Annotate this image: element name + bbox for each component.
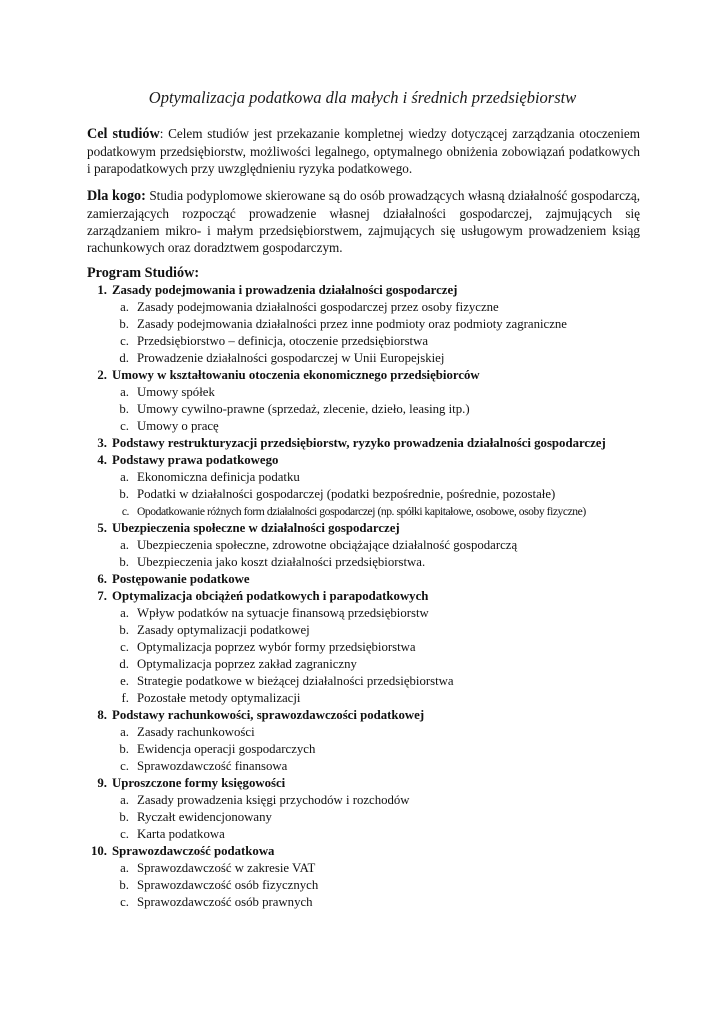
program-subitem-letter: a. (120, 538, 129, 552)
program-item-number: 7. (97, 589, 107, 603)
program-item-number: 9. (97, 776, 107, 790)
program-subitem-letter: b. (119, 878, 129, 892)
program-subitem-text: Zasady podejmowania działalności gospodarczej przez osoby fizyczne (137, 300, 499, 314)
program-subitem-letter: e. (120, 674, 129, 688)
program-item (87, 707, 647, 775)
program-subitem (112, 605, 647, 622)
program-item-title: Ubezpieczenia społeczne w działalności gospodarczej (112, 521, 400, 535)
program-subitem-text: Ekonomiczna definicja podatku (137, 470, 300, 484)
program-subitem (112, 792, 647, 809)
program-subitem-letter: b. (119, 402, 129, 416)
program-item (87, 452, 647, 520)
program-subitem (112, 877, 647, 894)
program-subitem-text: Zasady rachunkowości (137, 725, 255, 739)
program-subitem-text: Opodatkowanie różnych form działalności gospodarczej (np. spółki kapitałowe, osobowe, osoby fizyczne) (137, 505, 586, 518)
program-sublist (112, 299, 647, 367)
program-subitem-text: Podatki w działalności gospodarczej (podatki bezpośrednie, pośrednie, pozostałe) (137, 487, 556, 501)
program-subitem-text: Zasady prowadzenia księgi przychodów i rozchodów (137, 793, 410, 807)
program-item (87, 282, 647, 367)
program-subitem (112, 860, 647, 877)
program-subitem-text: Zasady podejmowania działalności przez inne podmioty oraz podmioty zagraniczne (137, 317, 567, 331)
program-subitem-letter: c. (120, 759, 129, 773)
program-subitem (112, 384, 647, 401)
program-subitem (112, 537, 647, 554)
program-item-title: Uproszczone formy księgowości (112, 776, 286, 790)
program-item-title: Umowy w kształtowaniu otoczenia ekonomicznego przedsiębiorców (112, 368, 480, 382)
program-subitem (112, 401, 647, 418)
program-item-number: 10. (91, 844, 107, 858)
program-subitem-text: Ryczałt ewidencjonowany (137, 810, 272, 824)
program-subitem-letter: b. (119, 742, 129, 756)
program-subitem (112, 622, 647, 639)
program-item (87, 588, 647, 707)
program-subitem (112, 656, 647, 673)
program-subitem-letter: a. (120, 861, 129, 875)
program-subitem (112, 418, 647, 435)
program-subitem (112, 741, 647, 758)
program-subitem-letter: a. (120, 725, 129, 739)
study-goal-text: : Celem studiów jest przekazanie kompletnej wiedzy dotyczącej zarządzania otoczeniem podatkowym przedsiębiorstw, możliwości legalnego, optymalnego obniżenia zobowiązań podatkowych i parapodatkowych przy uwzględnieniu ryzyka podatkowego. (87, 126, 640, 176)
program-subitem (112, 316, 647, 333)
program-item-number: 4. (97, 453, 107, 467)
program-subitem-text: Umowy o pracę (137, 419, 219, 433)
program-item-number: 2. (97, 368, 107, 382)
program-subitem-letter: b. (119, 555, 129, 569)
program-subitem-text: Sprawozdawczość w zakresie VAT (137, 861, 316, 875)
program-item-title: Optymalizacja obciążeń podatkowych i parapodatkowych (112, 589, 429, 603)
program-subitem-letter: c. (120, 419, 129, 433)
program-subitem-text: Zasady optymalizacji podatkowej (137, 623, 310, 637)
program-item (87, 775, 647, 843)
program-subitem (112, 503, 647, 520)
program-subitem-letter: a. (120, 470, 129, 484)
program-subitem-text: Pozostałe metody optymalizacji (137, 691, 301, 705)
target-audience-paragraph (87, 187, 640, 256)
program-subitem-text: Sprawozdawczość osób prawnych (137, 895, 313, 909)
program-item-title: Podstawy rachunkowości, sprawozdawczości podatkowej (112, 708, 425, 722)
program-subitem-letter: c. (121, 505, 129, 518)
program-sublist (112, 792, 647, 843)
program-item-number: 6. (97, 572, 107, 586)
program-subitem-text: Ewidencja operacji gospodarczych (137, 742, 316, 756)
program-item (87, 367, 647, 435)
program-subitem-text: Ubezpieczenia jako koszt działalności przedsiębiorstwa. (137, 555, 426, 569)
study-goal-label: Cel studiów (87, 126, 160, 142)
program-item-title: Podstawy restrukturyzacji przedsiębiorstw, ryzyko prowadzenia działalności gospodarczej (112, 436, 606, 450)
program-subitem-text: Optymalizacja poprzez wybór formy przedsiębiorstwa (137, 640, 416, 654)
program-subitem-letter: a. (120, 300, 129, 314)
program-sublist (112, 469, 647, 520)
program-subitem-letter: d. (119, 351, 129, 365)
target-audience-label: Dla kogo: (87, 188, 146, 204)
program-list (87, 282, 647, 911)
program-subitem (112, 299, 647, 316)
target-audience-text: Studia podyplomowe skierowane są do osób prowadzących własną działalność gospodarczą, zamierzających rozpocząć prowadzenie własnej działalności gospodarczej, zajmujących się zarządzaniem mikro- i małym przedsiębiorstwem, zajmujących się usługowym prowadzeniem ksiąg rachunkowych oraz doradztwem gospodarczym. (87, 188, 640, 255)
program-item-number: 1. (97, 283, 107, 297)
program-subitem-letter: a. (120, 606, 129, 620)
program-sublist (112, 724, 647, 775)
program-item (87, 843, 647, 911)
program-item-title: Podstawy prawa podatkowego (112, 453, 279, 467)
program-subitem-text: Wpływ podatków na sytuacje finansową przedsiębiorstw (137, 606, 429, 620)
program-item-title: Zasady podejmowania i prowadzenia działalności gospodarczej (112, 283, 458, 297)
program-subitem (112, 724, 647, 741)
program-subitem-text: Umowy cywilno-prawne (sprzedaż, zlecenie, dzieło, leasing itp.) (137, 402, 470, 416)
program-subitem (112, 809, 647, 826)
program-subitem-text: Sprawozdawczość osób fizycznych (137, 878, 319, 892)
program-subitem-letter: c. (120, 640, 129, 654)
program-subitem-text: Umowy spółek (137, 385, 215, 399)
document-title: Optymalizacja podatkowa dla małych i średnich przedsiębiorstw (148, 88, 577, 107)
program-subitem-text: Karta podatkowa (137, 827, 225, 841)
program-sublist (112, 537, 647, 571)
program-subitem (112, 673, 647, 690)
program-subitem-letter: b. (119, 487, 129, 501)
program-subitem (112, 469, 647, 486)
program-subitem-letter: c. (120, 334, 129, 348)
program-subitem (112, 894, 647, 911)
program-item (87, 520, 647, 571)
program-subitem-text: Optymalizacja poprzez zakład zagraniczny (137, 657, 357, 671)
program-item-number: 3. (97, 436, 107, 450)
program-subitem (112, 350, 647, 367)
program-subitem (112, 486, 647, 503)
program-subitem-text: Strategie podatkowe w bieżącej działalności przedsiębiorstwa (137, 674, 454, 688)
program-item-number: 5. (97, 521, 107, 535)
program-subitem-text: Sprawozdawczość finansowa (137, 759, 288, 773)
program-subitem-text: Prowadzenie działalności gospodarczej w Unii Europejskiej (137, 351, 445, 365)
program-item (87, 435, 647, 452)
program-sublist (112, 605, 647, 707)
program-subitem-text: Przedsiębiorstwo – definicja, otoczenie przedsiębiorstwa (137, 334, 429, 348)
program-heading: Program Studiów: (87, 265, 200, 281)
program-subitem-letter: a. (120, 793, 129, 807)
program-subitem (112, 639, 647, 656)
program-subitem (112, 690, 647, 707)
program-sublist (112, 860, 647, 911)
program-item-title: Sprawozdawczość podatkowa (112, 844, 275, 858)
program-subitem-letter: b. (119, 317, 129, 331)
program-subitem-letter: d. (119, 657, 129, 671)
program-subitem-letter: f. (121, 691, 129, 705)
program-subitem (112, 333, 647, 350)
program-subitem (112, 758, 647, 775)
program-subitem (112, 826, 647, 843)
program-subitem-letter: c. (120, 827, 129, 841)
program-subitem-letter: b. (119, 810, 129, 824)
program-item-number: 8. (97, 708, 107, 722)
program-subitem-text: Ubezpieczenia społeczne, zdrowotne obciążające działalność gospodarczą (137, 538, 518, 552)
program-subitem-letter: b. (119, 623, 129, 637)
program-subitem-letter: a. (120, 385, 129, 399)
program-subitem (112, 554, 647, 571)
program-item-title: Postępowanie podatkowe (112, 572, 250, 586)
program-subitem-letter: c. (120, 895, 129, 909)
study-goal-paragraph (87, 125, 640, 177)
program-sublist (112, 384, 647, 435)
program-item (87, 571, 647, 588)
